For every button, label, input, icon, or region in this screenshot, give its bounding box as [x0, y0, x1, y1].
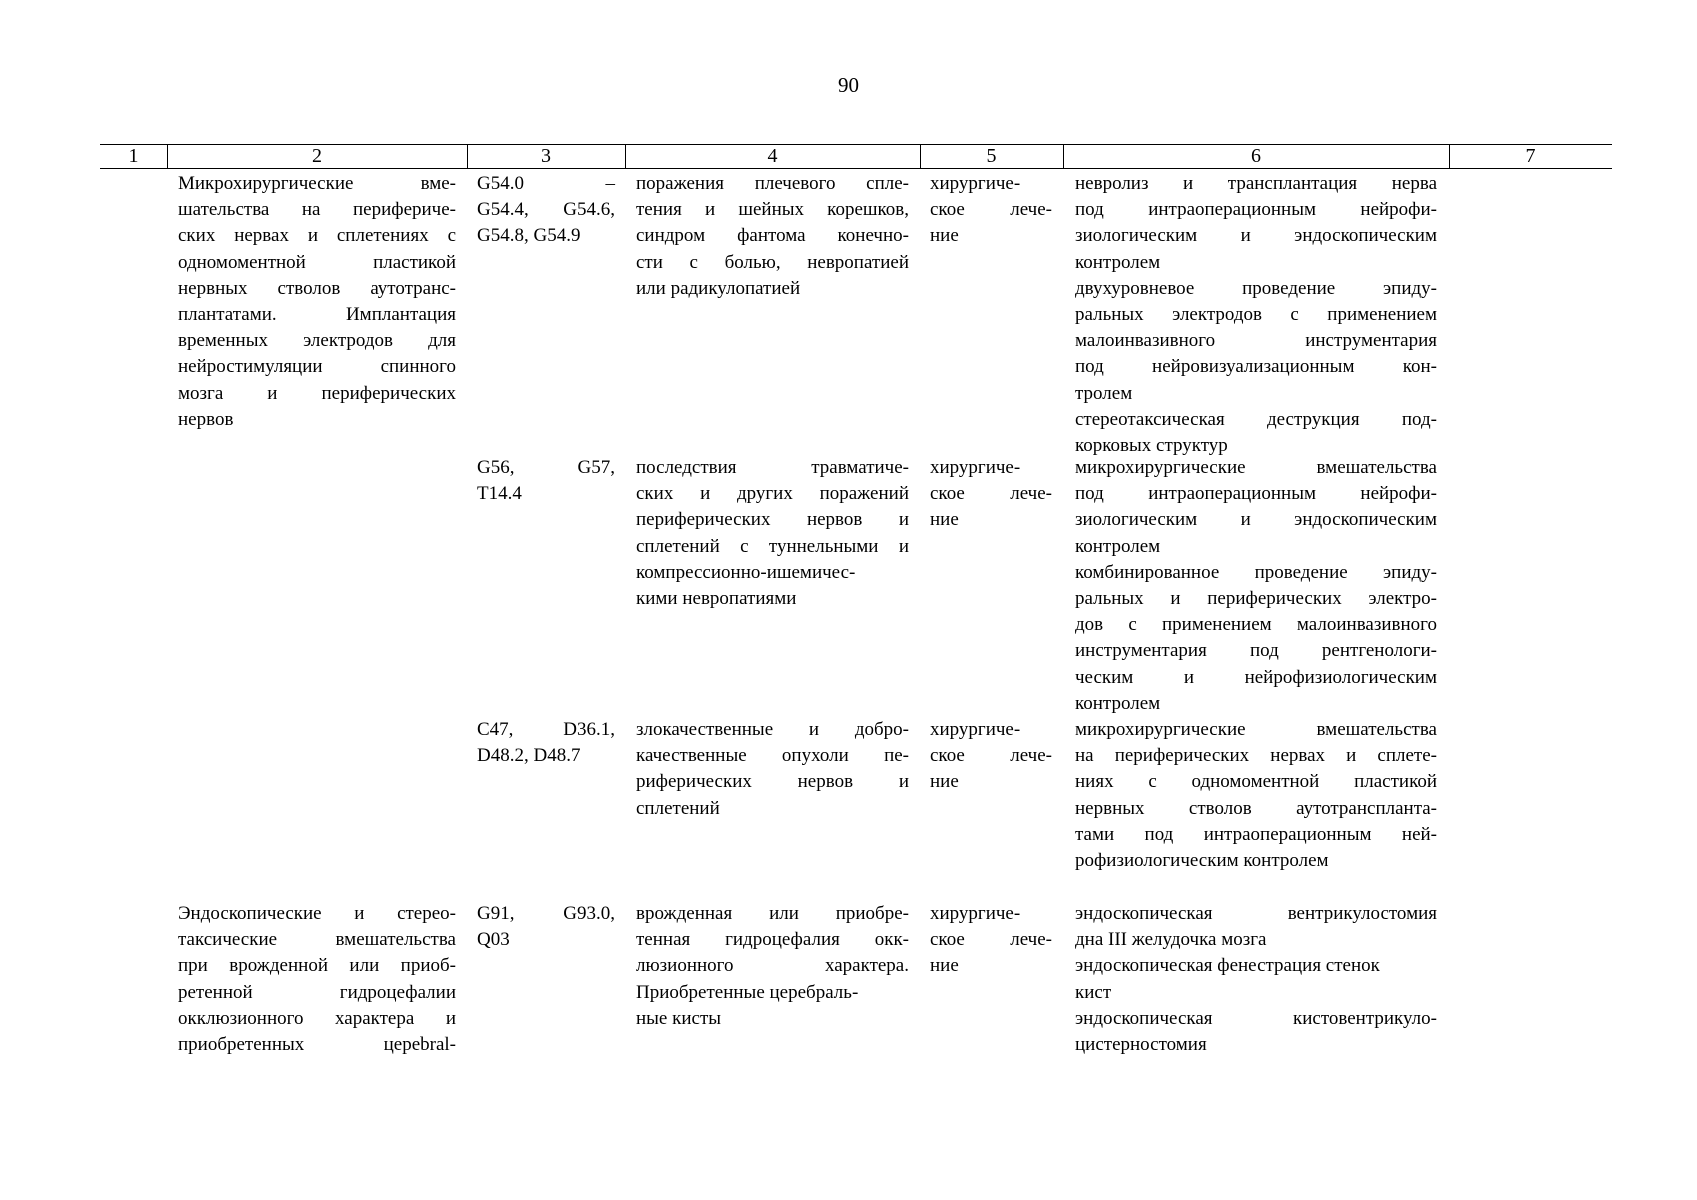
text-line: ральных электродов с применением: [1075, 304, 1437, 326]
text-line: тролем: [1075, 382, 1133, 404]
text-line: эндоскопическая фенестрация стенок: [1075, 955, 1380, 977]
text-line: под нейровизуализационным кон-: [1075, 356, 1437, 378]
text-line: контролем: [1075, 535, 1161, 557]
text-line: G54.8, G54.9: [477, 225, 581, 247]
text-line: под интраоперационным нейрофи-: [1075, 199, 1437, 221]
text-line: Эндоскопические и стерео-: [178, 903, 456, 924]
text-line: микрохирургические вмешательства: [1075, 457, 1437, 478]
text-line: кими невропатиями: [636, 588, 797, 610]
text-line: ные кисты: [636, 1007, 722, 1029]
text-line: Микрохирургические вме-: [178, 173, 456, 194]
text-line: таксические вмешательства: [178, 929, 456, 951]
text-line: злокачественные и добро-: [636, 719, 909, 740]
text-line: G54.0 –: [477, 173, 615, 194]
text-line: корковых структур: [1075, 435, 1228, 457]
text-line: при врожденной или приоб-: [178, 955, 456, 977]
patient-model-cell: [636, 171, 909, 302]
treatment-type-cell: [930, 901, 1052, 980]
text-line: сплетений: [636, 797, 720, 819]
text-line: последствия травматиче-: [636, 457, 909, 478]
text-line: врожденная или приобре-: [636, 903, 909, 924]
text-line: окклюзионного характера и: [178, 1007, 456, 1029]
text-line: двухуровневое проведение эпиду-: [1075, 277, 1437, 299]
column-number: 6: [1251, 145, 1261, 167]
treatment-method-cell: [1075, 171, 1437, 459]
text-line: ских и других поражений: [636, 483, 909, 505]
column-number: 3: [541, 145, 551, 167]
method-group-cell: [178, 901, 456, 1058]
text-line: D48.2, D48.7: [477, 745, 581, 767]
text-line: хирургиче-: [930, 719, 1021, 740]
text-line: Приобретенные церебраль-: [636, 981, 859, 1003]
text-line: риферических нервов и: [636, 771, 909, 793]
text-line: дна III желудочка мозга: [1075, 929, 1267, 951]
text-line: под интраоперационным нейрофи-: [1075, 483, 1437, 505]
text-line: ниях с одномоментной пластикой: [1075, 771, 1437, 793]
text-line: C47, D36.1,: [477, 719, 615, 740]
text-line: тения и шейных корешков,: [636, 199, 909, 221]
text-line: ское лече-: [930, 745, 1052, 767]
text-line: ральных и периферических электро-: [1075, 588, 1437, 610]
text-line: на периферических нервах и сплете-: [1075, 745, 1437, 767]
column-number: 5: [986, 145, 997, 167]
text-line: эндоскопическая кистовентрикуло-: [1075, 1007, 1437, 1029]
text-line: ское лече-: [930, 929, 1052, 951]
text-line: одномоментной пластикой: [178, 251, 456, 273]
text-line: эндоскопическая вентрикулостомия: [1075, 903, 1437, 924]
text-line: синдром фантома конечно-: [636, 225, 909, 247]
text-line: нервных стволов аутотранс-: [178, 277, 456, 299]
text-line: микрохирургические вмешательства: [1075, 719, 1437, 740]
patient-model-cell: [636, 717, 909, 822]
patient-model-cell: [636, 455, 909, 612]
text-line: сти с болью, невропатией: [636, 251, 909, 273]
text-line: качественные опухоли пе-: [636, 745, 909, 767]
text-line: тами под интраоперационным ней-: [1075, 823, 1437, 845]
text-line: T14.4: [477, 483, 522, 505]
text-line: сплетений с туннельными и: [636, 535, 909, 557]
table-header-bottom-rule: [100, 168, 1612, 169]
column-number: 4: [767, 145, 778, 167]
text-line: нервных стволов аутотранспланта-: [1075, 797, 1437, 819]
text-line: тенная гидроцефалия окк-: [636, 929, 909, 951]
text-line: ние: [930, 955, 959, 977]
treatment-method-cell: [1075, 717, 1437, 874]
text-line: кист: [1075, 981, 1112, 1003]
text-line: G54.4, G54.6,: [477, 199, 615, 221]
text-line: контролем: [1075, 692, 1161, 714]
text-line: комбинированное проведение эпиду-: [1075, 561, 1437, 583]
patient-model-cell: [636, 901, 909, 1032]
text-line: ское лече-: [930, 483, 1052, 505]
text-line: ние: [930, 509, 959, 531]
text-line: хирургиче-: [930, 903, 1021, 924]
text-line: мозга и периферических: [178, 382, 456, 404]
text-line: ческим и нейрофизиологическим: [1075, 666, 1437, 688]
text-line: ние: [930, 771, 959, 793]
text-line: цистерностомия: [1075, 1034, 1207, 1056]
text-line: хирургиче-: [930, 457, 1021, 478]
text-line: компрессионно-ишемичес-: [636, 561, 856, 583]
text-line: невролиз и трансплантация нерва: [1075, 173, 1437, 194]
text-line: ретенной гидроцефалии: [178, 981, 456, 1003]
treatment-method-cell: [1075, 901, 1437, 1058]
text-line: зиологическим и эндоскопическим: [1075, 509, 1437, 531]
column-number: 2: [312, 145, 322, 167]
text-line: нервов: [178, 408, 234, 430]
text-line: приобретенных цереbral-: [178, 1034, 456, 1056]
text-line: G56, G57,: [477, 457, 615, 478]
text-line: G91, G93.0,: [477, 903, 615, 924]
text-line: нейростимуляции спинного: [178, 356, 456, 378]
treatment-type-cell: [930, 455, 1052, 534]
text-line: ское лече-: [930, 199, 1052, 221]
column-number: 7: [1525, 145, 1536, 167]
text-line: дов с применением малоинвазивного: [1075, 614, 1437, 636]
text-line: Q03: [477, 929, 510, 951]
icd-codes-cell: [477, 717, 615, 769]
treatment-type-cell: [930, 717, 1052, 796]
icd-codes-cell: [477, 171, 615, 250]
text-line: временных электродов для: [178, 330, 456, 352]
text-line: поражения плечевого спле-: [636, 173, 909, 194]
text-line: контролем: [1075, 251, 1161, 273]
text-line: шательства на перифериче-: [178, 199, 456, 221]
column-number: 1: [128, 145, 139, 167]
text-line: или радикулопатией: [636, 277, 801, 299]
treatment-type-cell: [930, 171, 1052, 250]
method-group-cell: [178, 171, 456, 433]
text-line: хирургиче-: [930, 173, 1021, 194]
text-line: инструментария под рентгенологи-: [1075, 640, 1437, 662]
text-line: люзионного характера.: [636, 955, 909, 977]
icd-codes-cell: [477, 901, 615, 953]
treatment-method-cell: [1075, 455, 1437, 717]
page-number: 90: [838, 73, 859, 97]
text-line: плантатами. Имплантация: [178, 304, 456, 326]
text-line: рофизиологическим контролем: [1075, 850, 1329, 872]
text-line: ние: [930, 225, 959, 247]
text-line: зиологическим и эндоскопическим: [1075, 225, 1437, 247]
text-line: ских нервах и сплетениях с: [178, 225, 456, 247]
icd-codes-cell: [477, 455, 615, 507]
text-line: периферических нервов и: [636, 509, 909, 531]
text-line: малоинвазивного инструментария: [1075, 330, 1437, 352]
text-line: стереотаксическая деструкция под-: [1075, 408, 1437, 430]
